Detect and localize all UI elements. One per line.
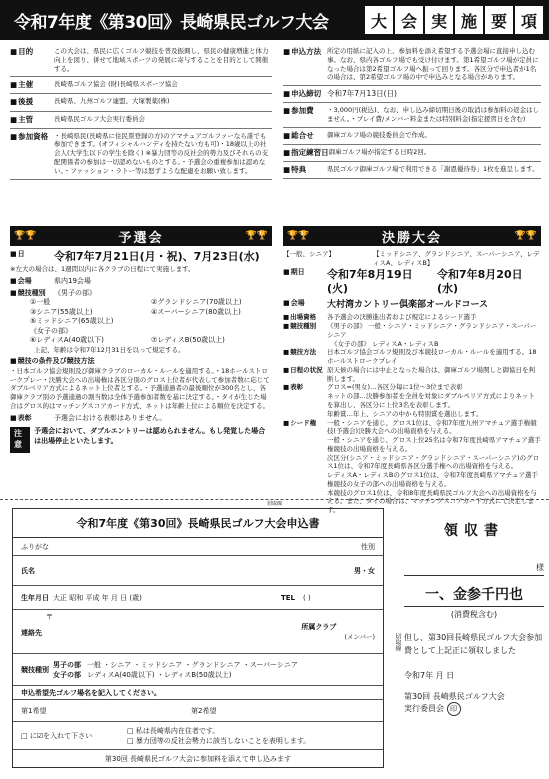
final-schedule-label: ■ 日程の状況 xyxy=(283,366,327,384)
form-title: 令和7年度《第30回》長崎県民ゴルフ大会申込書 xyxy=(13,509,383,538)
birth-label: 生年月日 xyxy=(21,593,49,602)
final-method-label: ■ 競技方法 xyxy=(283,348,327,366)
check-resident[interactable]: □ 私は長崎県内在住者です。 xyxy=(127,726,220,735)
application-form xyxy=(12,508,384,768)
final-entrants-row xyxy=(283,313,541,322)
qualification-label: ■ 参加資格 xyxy=(10,132,54,176)
women-class-item: ⑦レディスB(50歳以上) xyxy=(151,336,225,345)
receipt xyxy=(404,508,544,770)
final-class-label: ■ 競技種別 xyxy=(283,322,327,340)
organizer-section xyxy=(10,77,272,94)
trophy-icon: 🏆🏆 xyxy=(287,231,310,241)
cut-line-label: 切取線 xyxy=(266,501,282,507)
deadline-label: ■ 申込締切 xyxy=(283,89,327,99)
women-class-item: ⑥レディスA(40歳以下) xyxy=(30,336,104,345)
check-instruction: □ に☑を入れて下さい xyxy=(21,731,93,740)
class-men: 男子の部 xyxy=(53,660,81,669)
second-wish-field[interactable]: 第2希望 xyxy=(191,706,217,715)
tel-field[interactable]: ( ) xyxy=(303,593,311,602)
receipt-date: 令和7年 月 日 xyxy=(404,670,455,680)
left-column xyxy=(10,44,272,180)
final-seed-label: ■ シード権 xyxy=(283,419,327,515)
receipt-separator: 切取線 xyxy=(394,633,401,651)
qualification-text: ・長崎県民(長崎県に住民票登録の方)のアマチュアゴルファーなら誰でも参加できます。(オフィシャルハンディを持たない方も可)・18歳以上の社会人(大学生以下の学生を除く) ※暴力団等の反社会的勢力及びそれらの支配関係者の参加は一切認めないものとする。・予選会の重複参加は認めない。・ファッション・ラトー等は怒ずような配慮をお願い致します。 xyxy=(54,131,269,175)
prelim-venue: 県内19会場 xyxy=(54,276,91,285)
prelim-date: 令和7年7月21日(月・祝)、7月23日(水) xyxy=(54,250,260,263)
final-class-men: 《男子の部》 一般・シニア・ミッドシニア・グランドシニア・スーパーシニア xyxy=(327,322,537,339)
club-sub: (メンバー) xyxy=(344,633,375,641)
final-entrants: 各予選会の決勝進出者および規定によるシード選手 xyxy=(327,313,477,322)
receipt-amount: 一、金参千円也 xyxy=(404,584,544,607)
practice-label: ■ 指定練習日 xyxy=(283,148,329,158)
final-date-row xyxy=(283,268,541,298)
organizer-text: 長崎県ゴルフ協会 (財)長崎県スポーツ協会 xyxy=(54,80,178,89)
prelim-date-row xyxy=(10,250,272,265)
apply-section xyxy=(283,44,541,86)
deadline-section xyxy=(283,86,541,103)
seed-item: レディスA・レディスBのグロス1位は、令和7年度長崎県アマチュア選手権競技の女子の部への出場資格を与える。 xyxy=(327,471,538,488)
prelim-venue-label: ■ 会場 xyxy=(10,277,54,286)
badge-tai: 大 xyxy=(365,6,393,34)
bonus-section xyxy=(283,162,541,179)
final-method-row xyxy=(283,348,541,366)
men-class-item: ①一般 xyxy=(30,298,51,307)
fee-text: ・3,000円(税込)、なお、申し込み締切期日後の取消は参加料の返金はしません。・プレイ費/メンバー料金または特別料金(指定援習日を含む) xyxy=(327,106,540,123)
badge-kai: 会 xyxy=(395,6,423,34)
general-label: ■ 総合せ xyxy=(283,131,327,141)
check-antisocial[interactable]: □ 暴力団等の反社会勢力に該当しないことを表明します。 xyxy=(127,736,311,745)
club-label: 所属クラブ xyxy=(301,623,337,631)
seed-item: 一般・シニアを通じ、グロス1位は、令和7年度九州アマチュア選手権競技(予選会)決勝大会への出場資格を与える。 xyxy=(327,418,537,436)
general-section xyxy=(283,128,541,145)
organizer-label: ■ 主催 xyxy=(10,80,54,90)
prelim-method: ・日本ゴルフ協会規則及び御庫クラブのローカル・ルールを適用する。・18ホールストロークプレー・決勝大会への出場権は各区分別のグロス上位者が代表して参加者数に応じてダブルベリア方式によるネット上位者とする。・予選通過者の最後順位が300名とし、各御庫クラブ別の予選通過の割当数は全体予選参加者数を基に決定する。・タイが生じた場合はグロス的はマッチングスコアカード方式、ネットは年齢上位による順位を決定する。 xyxy=(10,366,270,410)
badge-jitsu: 実 xyxy=(425,6,453,34)
first-wish-field[interactable]: 第1希望 xyxy=(21,706,47,715)
receipt-title: 領収書 xyxy=(444,523,504,539)
bonus-text: 県民ゴルフ御庫ゴルフ場で利用できる「謝恩優待券」1枚を進呈します。 xyxy=(327,164,539,173)
address-field[interactable]: 〒 xyxy=(46,613,53,621)
prelim-women-note: 上記、年齢は令和7年12月31日を以って規定する。 xyxy=(34,345,185,354)
header-bar xyxy=(0,0,549,40)
support-section xyxy=(10,94,272,111)
receipt-issuer-row xyxy=(404,702,544,716)
final-div2: 【ミッドシニア、グランドシニア、スーパーシニア、レディスA、レディスB】 xyxy=(373,250,540,267)
manage-section xyxy=(10,112,272,129)
bonus-label: ■ 特典 xyxy=(283,165,327,175)
name-label: 氏名 xyxy=(21,566,35,575)
men-class-item: ②グランドシニア(70歳以上) xyxy=(151,298,242,307)
final-schedule-row xyxy=(283,366,541,384)
final-award-item: 年齢賞…年上、シニアの中から特別賞を選出します。 xyxy=(327,409,483,418)
men-class-item: ④スーパーシニア(80歳以上) xyxy=(151,307,241,316)
trophy-icon: 🏆🏆 xyxy=(245,231,268,241)
final-date-label: ■ 期日 xyxy=(283,268,327,298)
receipt-honorific: 様 xyxy=(536,563,544,572)
caution-row xyxy=(10,427,272,453)
caution-text: 予選会において、ダブルエントリーは認められません。もし発覚した場合は出場停止といたします。 xyxy=(34,427,266,445)
wish-label: 申込希望先ゴルフ場名を記入してください。 xyxy=(21,688,161,697)
final-date2: 令和7年8月20日(水) xyxy=(437,267,523,296)
receipt-issuer2: 実行委員会 xyxy=(404,703,444,713)
final-class-women: 《女子の部》 レディスA・レディスB xyxy=(331,339,439,348)
final-method: 日本ゴルフ協会ゴルフ規則及び本競技ローカル・ルールを適用する。18ホールストロークプレイ xyxy=(327,348,537,366)
prelim-men-label: 《男子の部》 xyxy=(54,289,96,298)
prelim-block xyxy=(10,250,272,496)
fee-section xyxy=(283,103,541,128)
apply-label: ■ 申込方法 xyxy=(283,47,327,82)
prelim-method-label: ■ 競技の条件及び競技方法 xyxy=(10,357,95,365)
seed-item: 次区分(シニア・ミッドシニア・グランドシニア・スーパーシニア)のグロス1位は、令和7年度長崎県各区分選手権への出場資格を与える。 xyxy=(327,453,540,471)
men-class-item: ⑤ミッドシニア(65歳以上) xyxy=(30,317,114,326)
deadline-text: 令和7年7月13日(日) xyxy=(327,89,397,99)
fee-label: ■ 参加費 xyxy=(283,106,327,124)
prelim-date-note: ※左大の場合は、1週間以内に各クラブの日程にて実施します。 xyxy=(10,264,195,273)
final-venue: 大村湾カントリー倶楽部オールドコース xyxy=(327,300,489,311)
badge-you: 要 xyxy=(485,6,513,34)
men-class-item: ③シニア(55歳以上) xyxy=(30,307,93,316)
manage-label: ■ 主管 xyxy=(10,115,54,125)
final-div-row xyxy=(283,250,541,268)
final-schedule: 原天候の場合には中止となった場合は、御庫ゴルフ場関しと御協日を判断します。 xyxy=(327,365,535,383)
qualification-section xyxy=(10,129,272,180)
prelim-women-list xyxy=(10,336,272,345)
final-venue-label: ■ 会場 xyxy=(283,299,327,311)
birth-field[interactable]: 大正 昭和 平成 年 月 日 (歳) xyxy=(53,593,142,602)
final-div1: 【一般、シニア】 xyxy=(283,250,335,258)
apply-text: 所定の用紙に記入の上、参加料を添え希望する予選会場に直接申し込む事。なお、県内各ゴルフ場でも受け付けます。第1希望ゴルフ場が定員になった場合は第2希望ゴルフ場へ振って回ります。各区分で申込者が1名の場合は、第2希望ゴルフ場の中で申込みとなる場合があります。 xyxy=(327,47,539,82)
page-title: 令和7年度《第30回》長崎県民ゴルフ大会 xyxy=(14,13,329,33)
furigana-row xyxy=(13,538,383,556)
practice-section xyxy=(283,145,541,162)
seed-item: 一般・シニアを通じ、グロス上位25名は令和7年度長崎県アマチュア選手権競技の出場資格を与える。 xyxy=(327,436,541,453)
prelim-banner-title: 予選会 xyxy=(118,230,164,246)
prelim-women-label: 《女子の部》 xyxy=(30,326,72,335)
support-text: 長崎県、九州ゴルフ連盟、大塚製薬(株) xyxy=(54,97,170,106)
birth-row xyxy=(13,586,383,610)
class-women: 女子の部 xyxy=(53,670,81,679)
final-award-label: ■ 表彰 xyxy=(283,383,327,418)
practice-text: 御庫ゴルフ場が指定する日時2回。 xyxy=(328,147,431,156)
receipt-tax: (消費税含む) xyxy=(450,610,498,619)
final-banner xyxy=(283,226,541,246)
trophy-icon: 🏆🏆 xyxy=(14,231,37,241)
purpose-section xyxy=(10,44,272,77)
address-row xyxy=(13,610,383,654)
final-award-row xyxy=(283,383,541,418)
cut-line xyxy=(0,499,549,507)
final-class-row xyxy=(283,322,541,340)
wish-fields xyxy=(13,700,383,722)
purpose-label: ■ 目的 xyxy=(10,47,54,73)
name-row xyxy=(13,556,383,586)
prelim-award: 予選会における表彰はありません。 xyxy=(54,413,167,422)
badge-group xyxy=(365,6,543,34)
final-date1: 令和7年8月19日(火) xyxy=(327,267,413,296)
gender-label: 性別 xyxy=(361,542,375,551)
badge-shi: 施 xyxy=(455,6,483,34)
prelim-men-list xyxy=(10,298,272,326)
badge-kou: 項 xyxy=(515,6,543,34)
prelim-banner xyxy=(10,226,272,246)
caution-badge: 注意 xyxy=(10,427,30,453)
receipt-issuer1: 第30回 長崎県民ゴルフ大会 xyxy=(404,691,505,701)
tel-label: TEL xyxy=(280,593,295,602)
prelim-class-label: ■ 競技種別 xyxy=(10,289,54,298)
final-entrants-label: ■ 出場資格 xyxy=(283,313,327,322)
address-label: 連絡先 xyxy=(21,629,42,637)
support-label: ■ 後援 xyxy=(10,97,54,107)
final-award-item: グロス=(男女)…各区分毎に1位〜3位まで表彰 xyxy=(327,383,463,392)
right-column xyxy=(283,44,541,179)
check-row xyxy=(13,722,383,750)
purpose-text: この大会は、県民に広くゴルフ競技を普及振興し、県民の健康増進と体力向上を図り、併せて地域スポーツの発展に寄与することを目的として開催する。 xyxy=(54,47,269,73)
wish-row xyxy=(13,686,383,700)
prelim-venue-row xyxy=(10,277,272,286)
general-text: 御庫ゴルフ場の競技委員会で作成。 xyxy=(327,130,431,139)
final-venue-row xyxy=(283,299,541,311)
form-footer: 第30回 長崎県民ゴルフ大会に参加料を添えて申し込みます xyxy=(104,755,292,763)
prelim-award-label: ■ 表彰 xyxy=(10,414,54,423)
furigana-label: ふりがな xyxy=(21,542,49,551)
final-award-item: ネットの部…決勝参加者を全員を対象にダブルペリア方式によりネットを算出し、各区分に上位3名を表彰します。 xyxy=(327,392,535,410)
trophy-icon: 🏆🏆 xyxy=(514,231,537,241)
prelim-award-row xyxy=(10,414,272,423)
recipient-line xyxy=(404,575,544,576)
gender-field[interactable]: 男・女 xyxy=(354,566,375,575)
class-women-options[interactable]: レディスA(40歳以下) ・レディスB(50歳以上) xyxy=(87,670,232,679)
final-banner-title: 決勝大会 xyxy=(381,230,442,246)
seal-icon: 印 xyxy=(447,702,461,716)
final-block xyxy=(283,250,541,515)
seed-item: 本競技のグロス1位は、令和8年度長崎県民ゴルフ大会への出場資格を与える。また、タイの場合は、マッチングスコアカード方式にて決定します。 xyxy=(327,488,537,515)
class-row xyxy=(13,654,383,686)
prelim-date-label: ■ 日 xyxy=(10,250,54,265)
class-men-options[interactable]: 一般 ・シニア ・ミッドシニア ・グランドシニア ・スーパーシニア xyxy=(87,660,298,669)
manage-text: 長崎県民ゴルフ大会実行委員会 xyxy=(54,114,145,123)
receipt-body: 但し、第30回長崎県民ゴルフ大会参加費として上記正に領収しました xyxy=(404,633,543,655)
class-label: 競技種別 xyxy=(21,665,49,674)
